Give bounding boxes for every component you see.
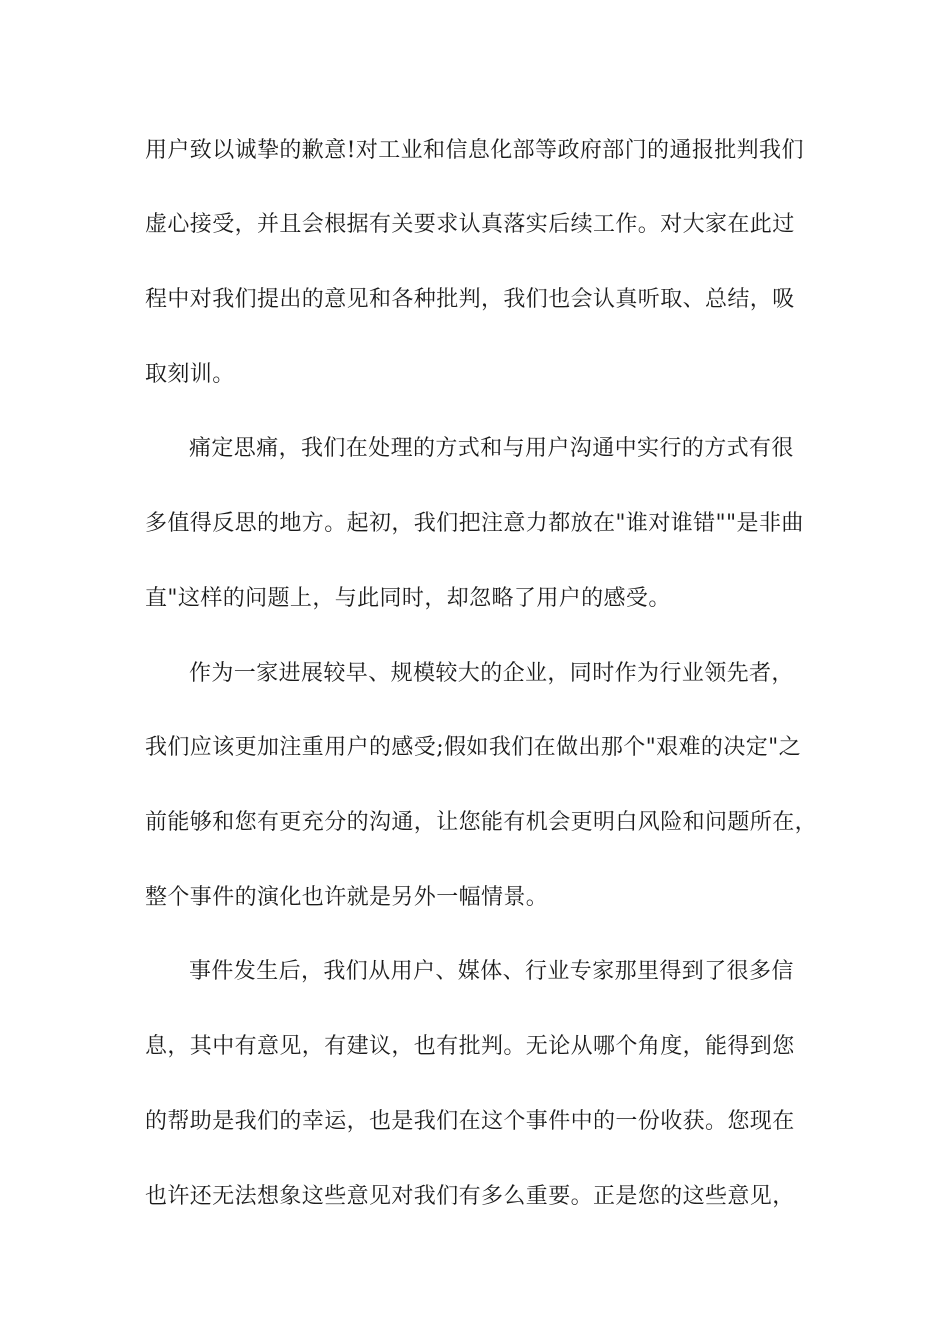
text-line: 程中对我们提出的意见和各种批判，我们也会认真听取、总结，吸 — [145, 287, 795, 312]
text-line: 也许还无法想象这些意见对我们有多么重要。正是您的这些意见， — [145, 1184, 795, 1209]
paragraph-first-line: 作为一家进展较早、规模较大的企业，同时作为行业领先者， — [189, 661, 794, 686]
text-line: 整个事件的演化也许就是另外一幅情景。 — [145, 885, 549, 910]
text-line: 多值得反思的地方。起初，我们把注意力都放在"谁对谁错""是非曲 — [145, 511, 804, 536]
paragraph-first-line: 痛定思痛，我们在处理的方式和与用户沟通中实行的方式有很 — [189, 436, 794, 461]
text-line: 直"这样的问题上，与此同时，却忽略了用户的感受。 — [145, 586, 671, 611]
text-line: 取刻训。 — [145, 362, 235, 387]
text-line: 息，其中有意见，有建议，也有批判。无论从哪个角度，能得到您 — [145, 1034, 795, 1059]
text-line: 虚心接受，并且会根据有关要求认真落实后续工作。对大家在此过 — [145, 212, 795, 237]
text-line: 我们应该更加注重用户的感受;假如我们在做出那个"艰难的决定"之 — [145, 735, 802, 760]
paragraph-first-line: 事件发生后，我们从用户、媒体、行业专家那里得到了很多信 — [189, 959, 794, 984]
text-line: 用户致以诚挚的歉意!对工业和信息化部等政府部门的通报批判我们 — [145, 138, 804, 163]
text-line: 的帮助是我们的幸运，也是我们在这个事件中的一份收获。您现在 — [145, 1109, 795, 1134]
text-line: 前能够和您有更充分的沟通，让您能有机会更明白风险和问题所在， — [145, 810, 818, 835]
